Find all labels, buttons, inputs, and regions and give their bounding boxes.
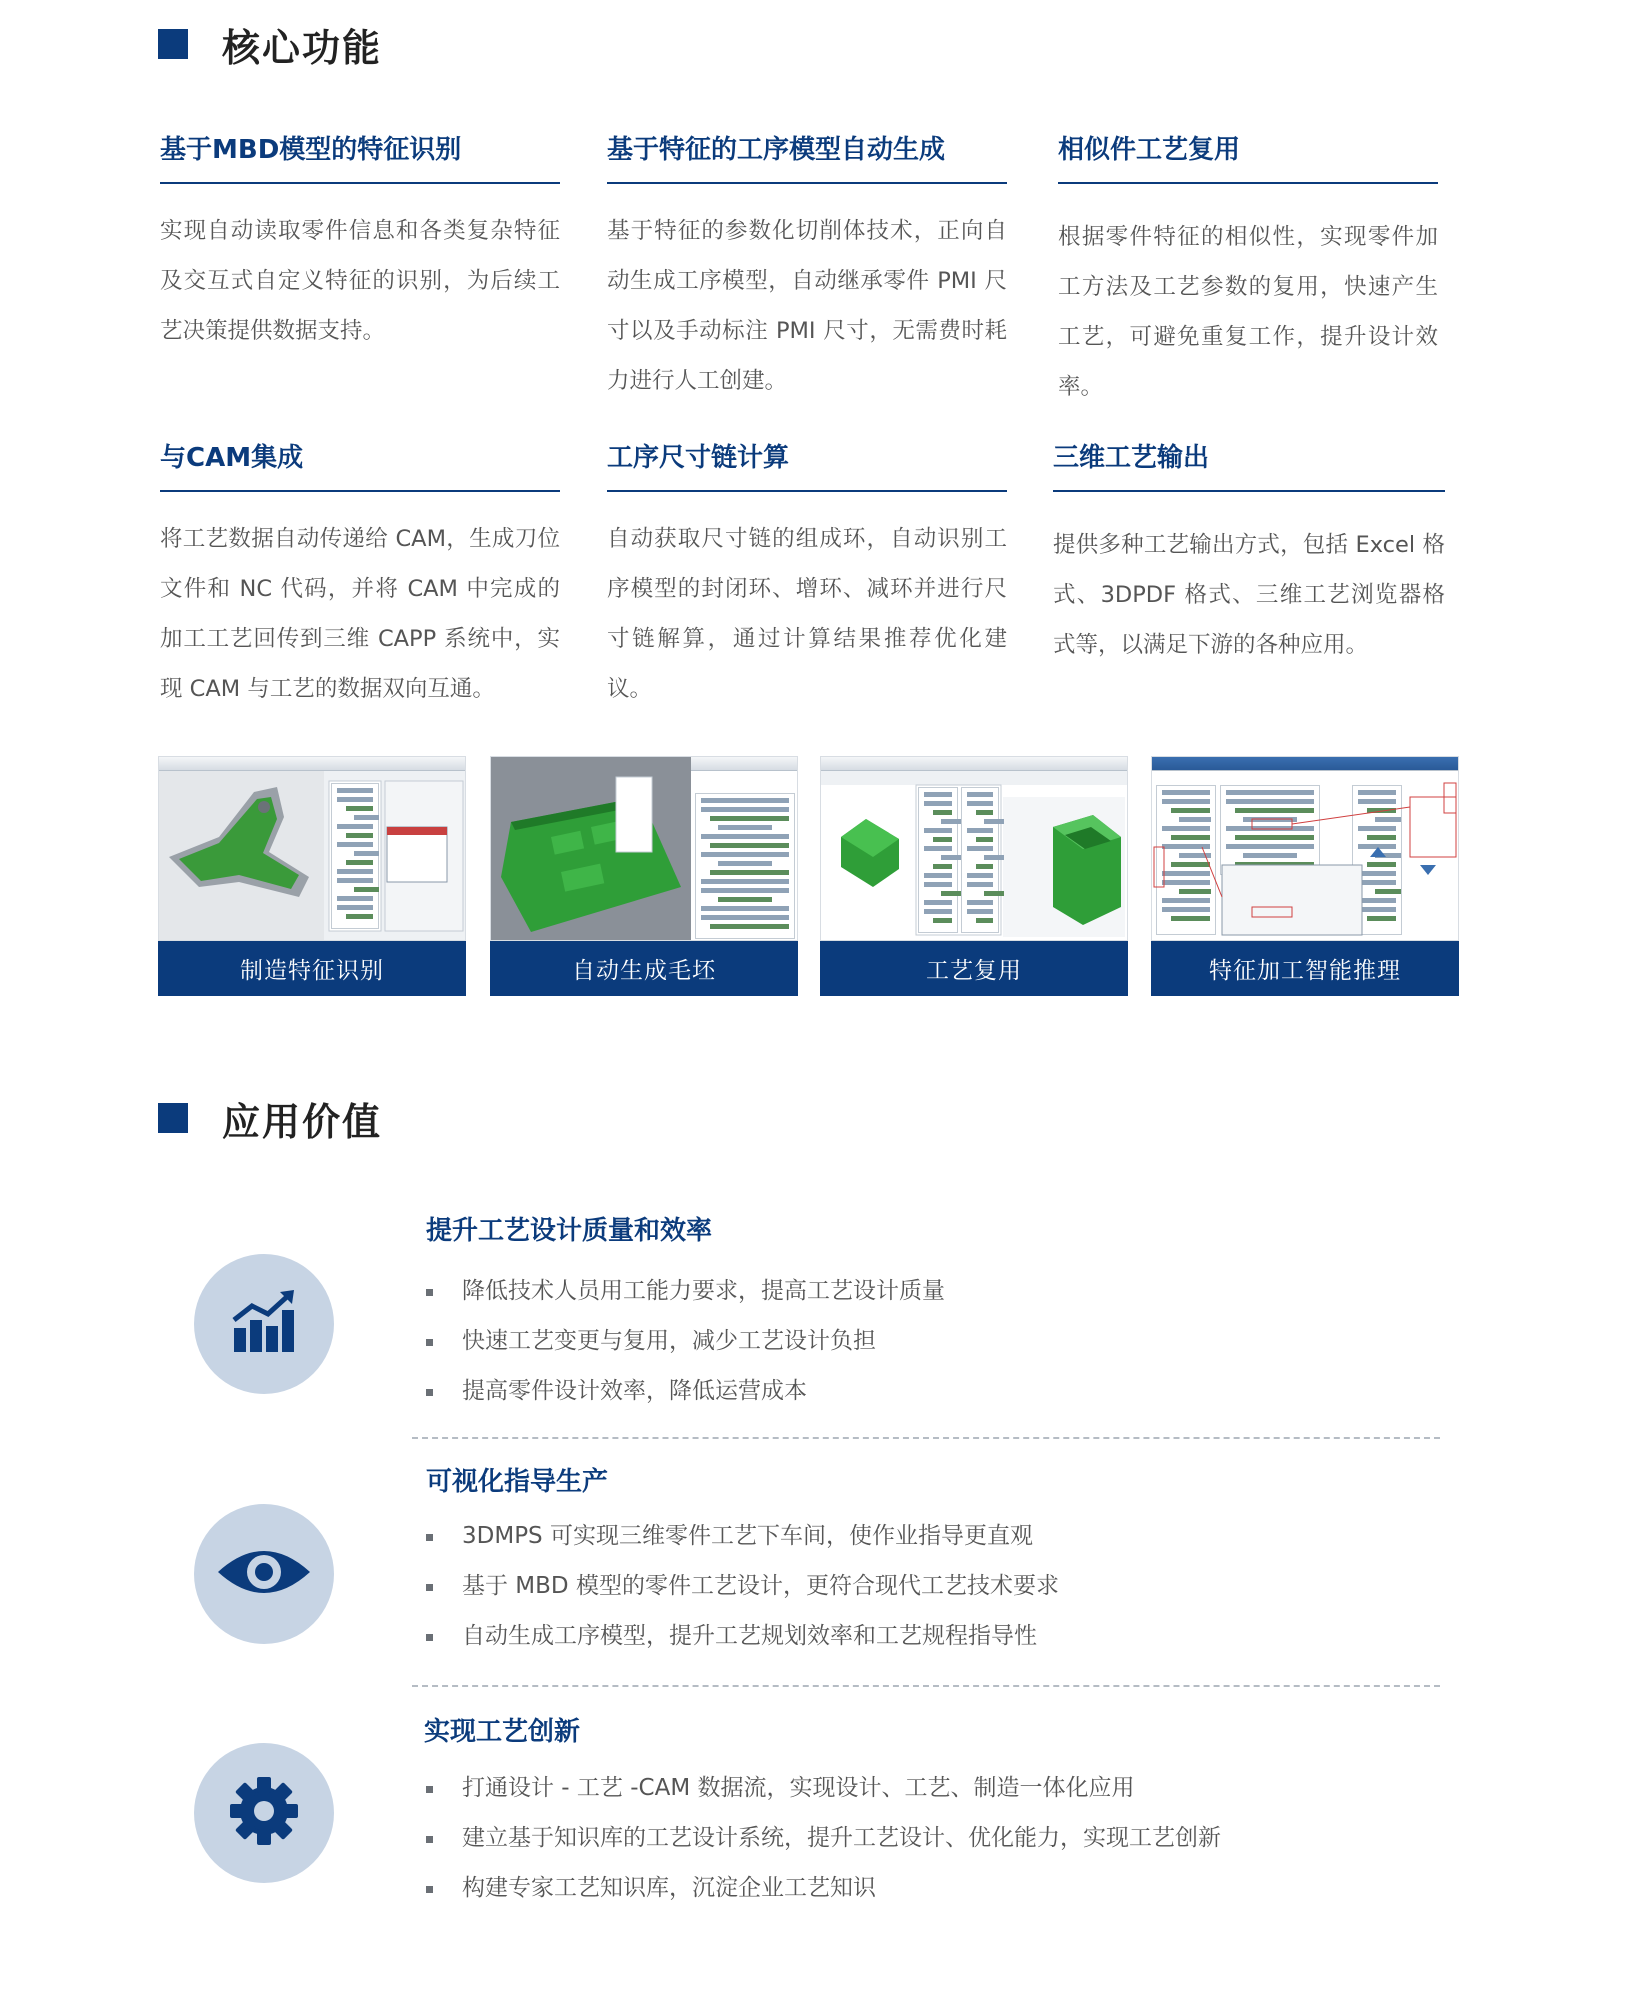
screenshot-image [158,756,466,941]
chart-growth-icon [230,1288,298,1360]
feature-desc: 基于特征的参数化切削体技术，正向自动生成工序模型，自动继承零件 PMI 尺寸以及手动标注 PMI 尺寸，无需费时耗力进行人工创建。 [607,218,1007,394]
list-item: 快速工艺变更与复用，减少工艺设计负担 [426,1316,945,1366]
feature-title: 三维工艺输出 [1053,440,1445,492]
heading-square-icon [158,29,188,59]
feature-cam [160,440,560,714]
value-section-title: 应用价值 [222,1099,383,1144]
heading-square-icon [158,1103,188,1133]
feature-desc: 根据零件特征的相似性，实现零件加工方法及工艺参数的复用，快速产生工艺，可避免重复工作，提升设计效率。 [1058,224,1438,400]
screenshot-smart-reasoning [1151,756,1459,996]
feature-process-model [607,132,1007,406]
list-item: 基于 MBD 模型的零件工艺设计，更符合现代工艺技术要求 [426,1561,1059,1611]
value-item-visual [158,1461,1448,1711]
screenshot-image [820,756,1128,941]
gear-icon [228,1775,300,1851]
screenshot-process-reuse [820,756,1128,996]
value-icon-circle [194,1504,334,1644]
value-title: 实现工艺创新 [424,1717,581,1747]
list-item: 降低技术人员用工能力要求，提高工艺设计质量 [426,1266,945,1316]
value-icon-circle [194,1743,334,1883]
screenshot-caption: 制造特征识别 [158,941,466,996]
feature-reuse [1058,132,1438,412]
feature-mbd [160,132,560,356]
screenshot-caption: 自动生成毛坯 [490,941,798,996]
screenshot-auto-blank [490,756,798,996]
feature-title: 基于MBD模型的特征识别 [160,132,560,184]
value-title: 提升工艺设计质量和效率 [426,1216,713,1246]
list-item: 构建专家工艺知识库，沉淀企业工艺知识 [426,1863,1221,1913]
feature-desc: 实现自动读取零件信息和各类复杂特征及交互式自定义特征的识别，为后续工艺决策提供数据支持。 [160,218,560,344]
screenshot-feature-recognition [158,756,466,996]
feature-3d-output [1053,440,1445,670]
screenshot-caption: 特征加工智能推理 [1151,941,1459,996]
list-item: 打通设计 - 工艺 -CAM 数据流，实现设计、工艺、制造一体化应用 [426,1763,1221,1813]
divider [412,1437,1440,1439]
value-item-innovation [158,1711,1448,1961]
screenshot-caption: 工艺复用 [820,941,1128,996]
list-item: 建立基于知识库的工艺设计系统，提升工艺设计、优化能力，实现工艺创新 [426,1813,1221,1863]
core-section-title: 核心功能 [222,25,383,70]
value-section-heading [158,1096,383,1144]
screenshot-image [1151,756,1459,941]
list-item: 自动生成工序模型，提升工艺规划效率和工艺规程指导性 [426,1611,1059,1661]
list-item: 提高零件设计效率，降低运营成本 [426,1366,945,1416]
feature-dim-chain [607,440,1007,714]
value-bullets [426,1511,1059,1661]
feature-desc: 提供多种工艺输出方式，包括 Excel 格式、3DPDF 格式、三维工艺浏览器格式等，以满足下游的各种应用。 [1053,532,1445,658]
feature-title: 基于特征的工序模型自动生成 [607,132,1007,184]
value-bullets [426,1763,1221,1913]
feature-title: 与CAM集成 [160,440,560,492]
feature-title: 相似件工艺复用 [1058,132,1438,184]
divider [412,1685,1440,1687]
core-section-heading [158,22,383,70]
value-title: 可视化指导生产 [426,1467,609,1497]
feature-title: 工序尺寸链计算 [607,440,1007,492]
feature-desc: 自动获取尺寸链的组成环，自动识别工序模型的封闭环、增环、减环并进行尺寸链解算，通过计算结果推荐优化建议。 [607,526,1007,702]
value-item-quality [158,1200,1448,1450]
value-bullets [426,1266,945,1416]
screenshot-image [490,756,798,941]
value-icon-circle [194,1254,334,1394]
eye-icon [216,1544,312,1604]
list-item: 3DMPS 可实现三维零件工艺下车间，使作业指导更直观 [426,1511,1059,1561]
feature-desc: 将工艺数据自动传递给 CAM，生成刀位文件和 NC 代码，并将 CAM 中完成的加工工艺回传到三维 CAPP 系统中，实现 CAM 与工艺的数据双向互通。 [160,526,560,702]
